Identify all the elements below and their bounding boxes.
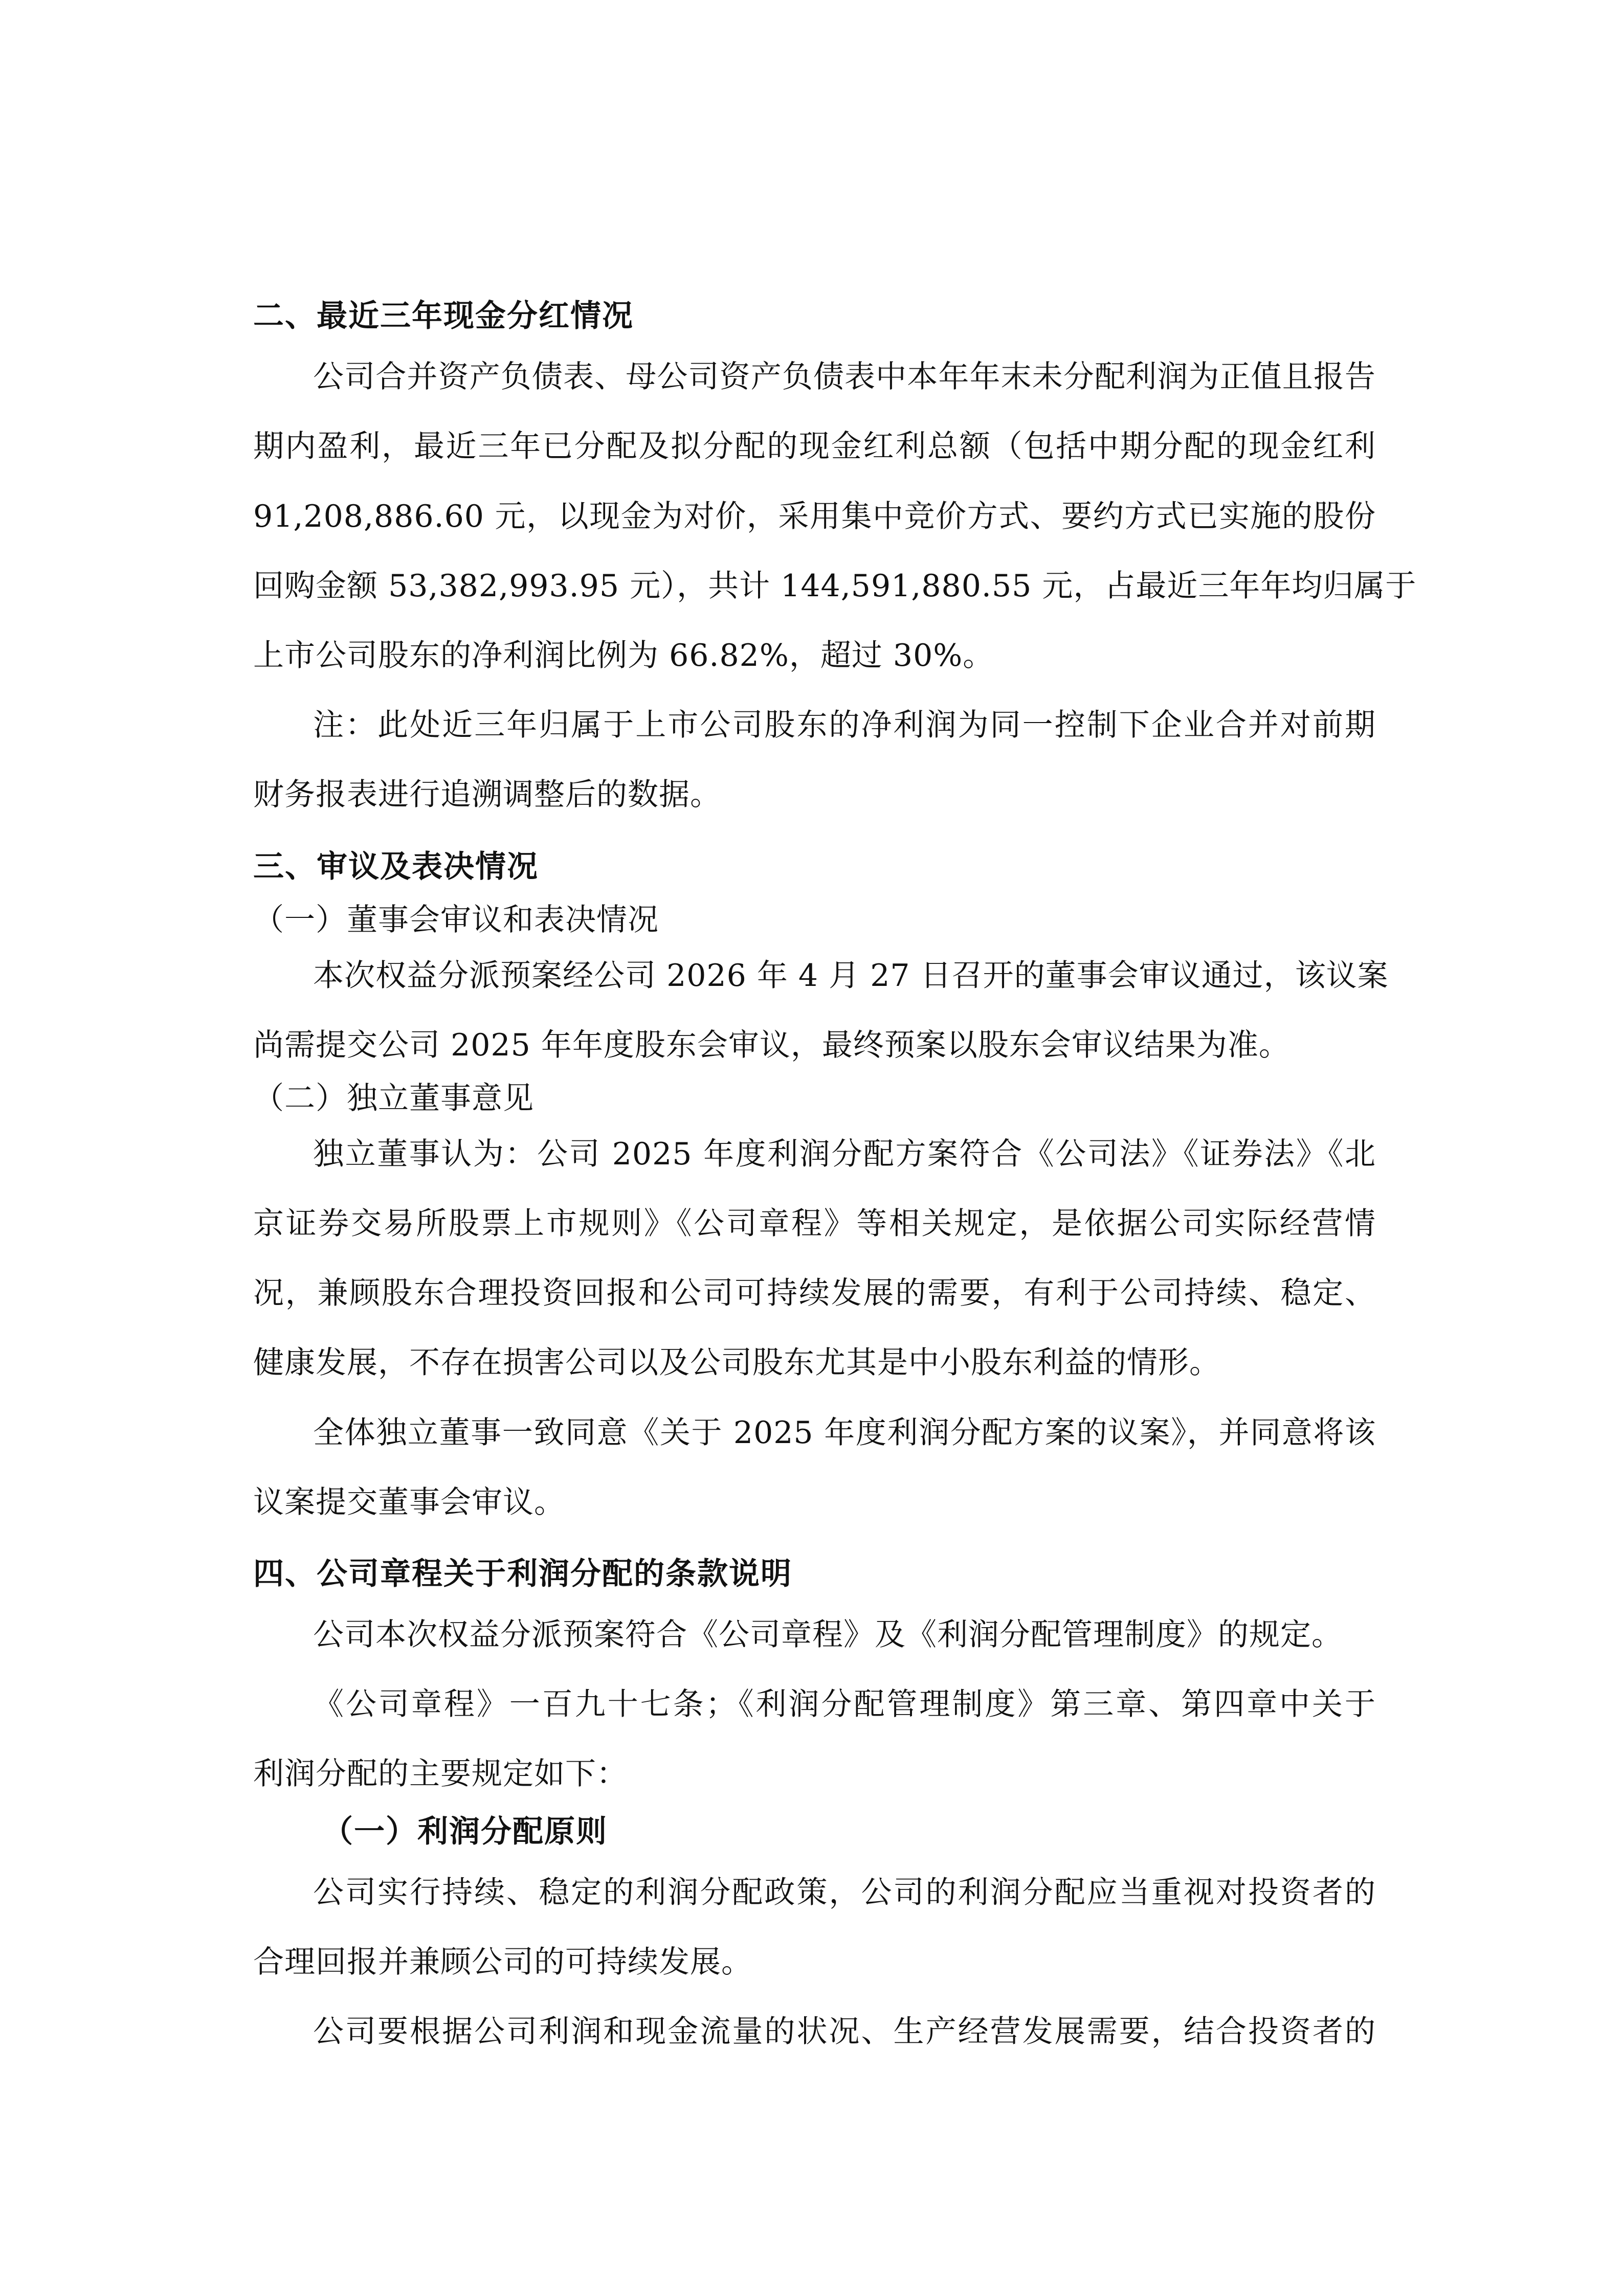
paragraph-line: 健康发展，不存在损害公司以及公司股东尤其是中小股东利益的情形。 [253, 1345, 1220, 1381]
paragraph-line: 议案提交董事会审议。 [253, 1484, 565, 1520]
subheading-board-review: （一）董事会审议和表决情况 [253, 902, 659, 938]
note-line: 财务报表进行追溯调整后的数据。 [253, 777, 721, 813]
paragraph-line: 京证券交易所股票上市规则》《公司章程》等相关规定，是依据公司实际经营情 [253, 1206, 1376, 1242]
paragraph-line: 期内盈利，最近三年已分配及拟分配的现金红利总额（包括中期分配的现金红利 [253, 429, 1376, 464]
paragraph-line: 公司合并资产负债表、母公司资产负债表中本年年末未分配利润为正值且报告 [313, 359, 1376, 395]
section-heading-review-voting: 三、审议及表决情况 [253, 849, 539, 885]
subheading-independent-directors: （二）独立董事意见 [253, 1081, 534, 1116]
paragraph-line: 利润分配的主要规定如下： [253, 1756, 628, 1792]
section-heading-articles-profit-distribution: 四、公司章程关于利润分配的条款说明 [253, 1556, 792, 1592]
paragraph-line: 全体独立董事一致同意《关于 2025 年度利润分配方案的议案》，并同意将该 [313, 1415, 1376, 1451]
paragraph-line: 91,208,886.60 元，以现金为对价，采用集中竞价方式、要约方式已实施的股份 [253, 499, 1376, 534]
section-heading-cash-dividends: 二、最近三年现金分红情况 [253, 298, 634, 334]
paragraph-line: 公司本次权益分派预案符合《公司章程》及《利润分配管理制度》的规定。 [313, 1617, 1343, 1653]
paragraph-line: 回购金额 53,382,993.95 元），共计 144,591,880.55 元，占最近三年年均归属于 [253, 568, 1417, 604]
paragraph-line: 况，兼顾股东合理投资回报和公司可持续发展的需要，有利于公司持续、稳定、 [253, 1275, 1376, 1311]
paragraph-line: 尚需提交公司 2025 年年度股东会审议，最终预案以股东会审议结果为准。 [253, 1027, 1290, 1063]
paragraph-line: 上市公司股东的净利润比例为 66.82%，超过 30%。 [253, 638, 994, 673]
subheading-distribution-principles: （一）利润分配原则 [322, 1814, 608, 1850]
paragraph-line: 公司要根据公司利润和现金流量的状况、生产经营发展需要，结合投资者的 [313, 2014, 1376, 2050]
paragraph-line: 本次权益分派预案经公司 2026 年 4 月 27 日召开的董事会审议通过，该议案 [313, 958, 1389, 994]
paragraph-line: 公司实行持续、稳定的利润分配政策，公司的利润分配应当重视对投资者的 [313, 1875, 1376, 1910]
paragraph-line: 独立董事认为：公司 2025 年度利润分配方案符合《公司法》《证券法》《北 [313, 1136, 1376, 1172]
paragraph-line: 合理回报并兼顾公司的可持续发展。 [253, 1944, 752, 1980]
paragraph-line: 《公司章程》一百九十七条；《利润分配管理制度》第三章、第四章中关于 [313, 1686, 1376, 1722]
note-line: 注：此处近三年归属于上市公司股东的净利润为同一控制下企业合并对前期 [313, 707, 1376, 743]
